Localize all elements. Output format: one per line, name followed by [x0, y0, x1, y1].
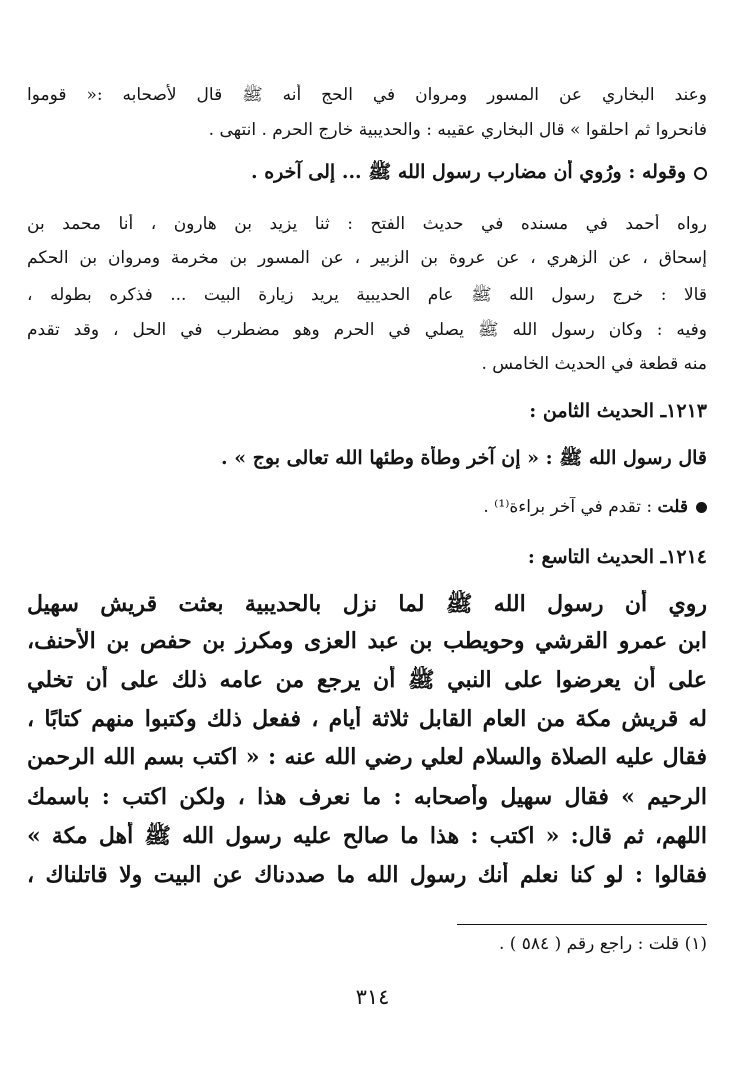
- text-line: إسحاق ، عن الزهري ، عن عروة بن الزبير ، عن المسور بن مخرمة ومروان بن الحكم: [27, 248, 707, 268]
- text-line: وفيه : وكان رسول الله ﷺ يصلي في الحرم وهو مضطرب في الحل ، وقد تقدم: [27, 320, 707, 340]
- text-line: وعند البخاري عن المسور ومروان في الحج أنه ﷺ قال لأصحابه :« قوموا: [27, 85, 707, 105]
- note-text: : تقدم في آخر براءة⁽¹⁾ .: [483, 497, 653, 517]
- hadith-1214-line: اللهم، ثم قال: « اكتب : هذا ما صالح عليه رسول الله ﷺ أهل مكة »: [27, 823, 707, 849]
- hadith-1214-line: على أن يعرضوا على النبي ﷺ أن يرجع من عامه ذلك على أن تخلي: [27, 667, 707, 693]
- quote-heading: وقوله : ورُوي أن مضارب رسول الله ﷺ ... إلى آخره .: [251, 161, 686, 183]
- page-number: ٣١٤: [355, 985, 390, 1009]
- footnote-divider: [457, 924, 707, 925]
- hadith-1214-line: له قريش مكة من العام القابل ثلاثة أيام ، ففعل ذلك وكتبوا منهم كتابًا ،: [27, 706, 707, 732]
- hadith-1214-title: ١٢١٤ـ الحديث التاسع :: [527, 546, 707, 568]
- text-line: منه قطعة في الحديث الخامس .: [481, 354, 707, 374]
- hadith-1213-title: ١٢١٣ـ الحديث الثامن :: [529, 400, 707, 422]
- hadith-1214-line: فقال عليه الصلاة والسلام لعلي رضي الله عنه : « اكتب بسم الله الرحمن: [27, 744, 707, 770]
- text-line: فانحروا ثم احلقوا » قال البخاري عقيبه : والحديبية خارج الحرم . انتهى .: [208, 120, 707, 140]
- hadith-1214-line: ابن عمرو القرشي وحويطب بن عبد العزى ومكرز بن حفص بن الأحنف،: [27, 628, 707, 654]
- hadith-1214-line: الرحيم » فقال سهيل وأصحابه : ما نعرف هذا ، ولكن اكتب : باسمك: [27, 784, 707, 810]
- hadith-1214-line: روي أن رسول الله ﷺ لما نزل بالحديبية بعثت قريش سهيل: [27, 591, 707, 617]
- solid-circle-bullet-icon: [696, 502, 707, 513]
- text-line: رواه أحمد في مسنده في حديث الفتح : ثنا يزيد بن هارون ، أنا محمد بن: [27, 214, 707, 234]
- footnote: (١) قلت : راجع رقم ( ٥٨٤ ) .: [498, 934, 707, 954]
- text-line: قالا : خرج رسول الله ﷺ عام الحديبية يريد زيارة البيت ... فذكره بطوله ،: [27, 285, 707, 305]
- hadith-1214-line: فقالوا : لو كنا نعلم أنك رسول الله ما صددناك عن البيت ولا قاتلناك ،: [27, 862, 707, 888]
- note-label: قلت: [657, 497, 688, 517]
- hadith-1213-text: قال رسول الله ﷺ : « إن آخر وطأة وطئها الله تعالى بوج » .: [220, 447, 707, 469]
- hadith-1213-note: [27, 497, 707, 517]
- open-circle-bullet-icon: [694, 167, 707, 180]
- quote-heading-line: [27, 160, 707, 188]
